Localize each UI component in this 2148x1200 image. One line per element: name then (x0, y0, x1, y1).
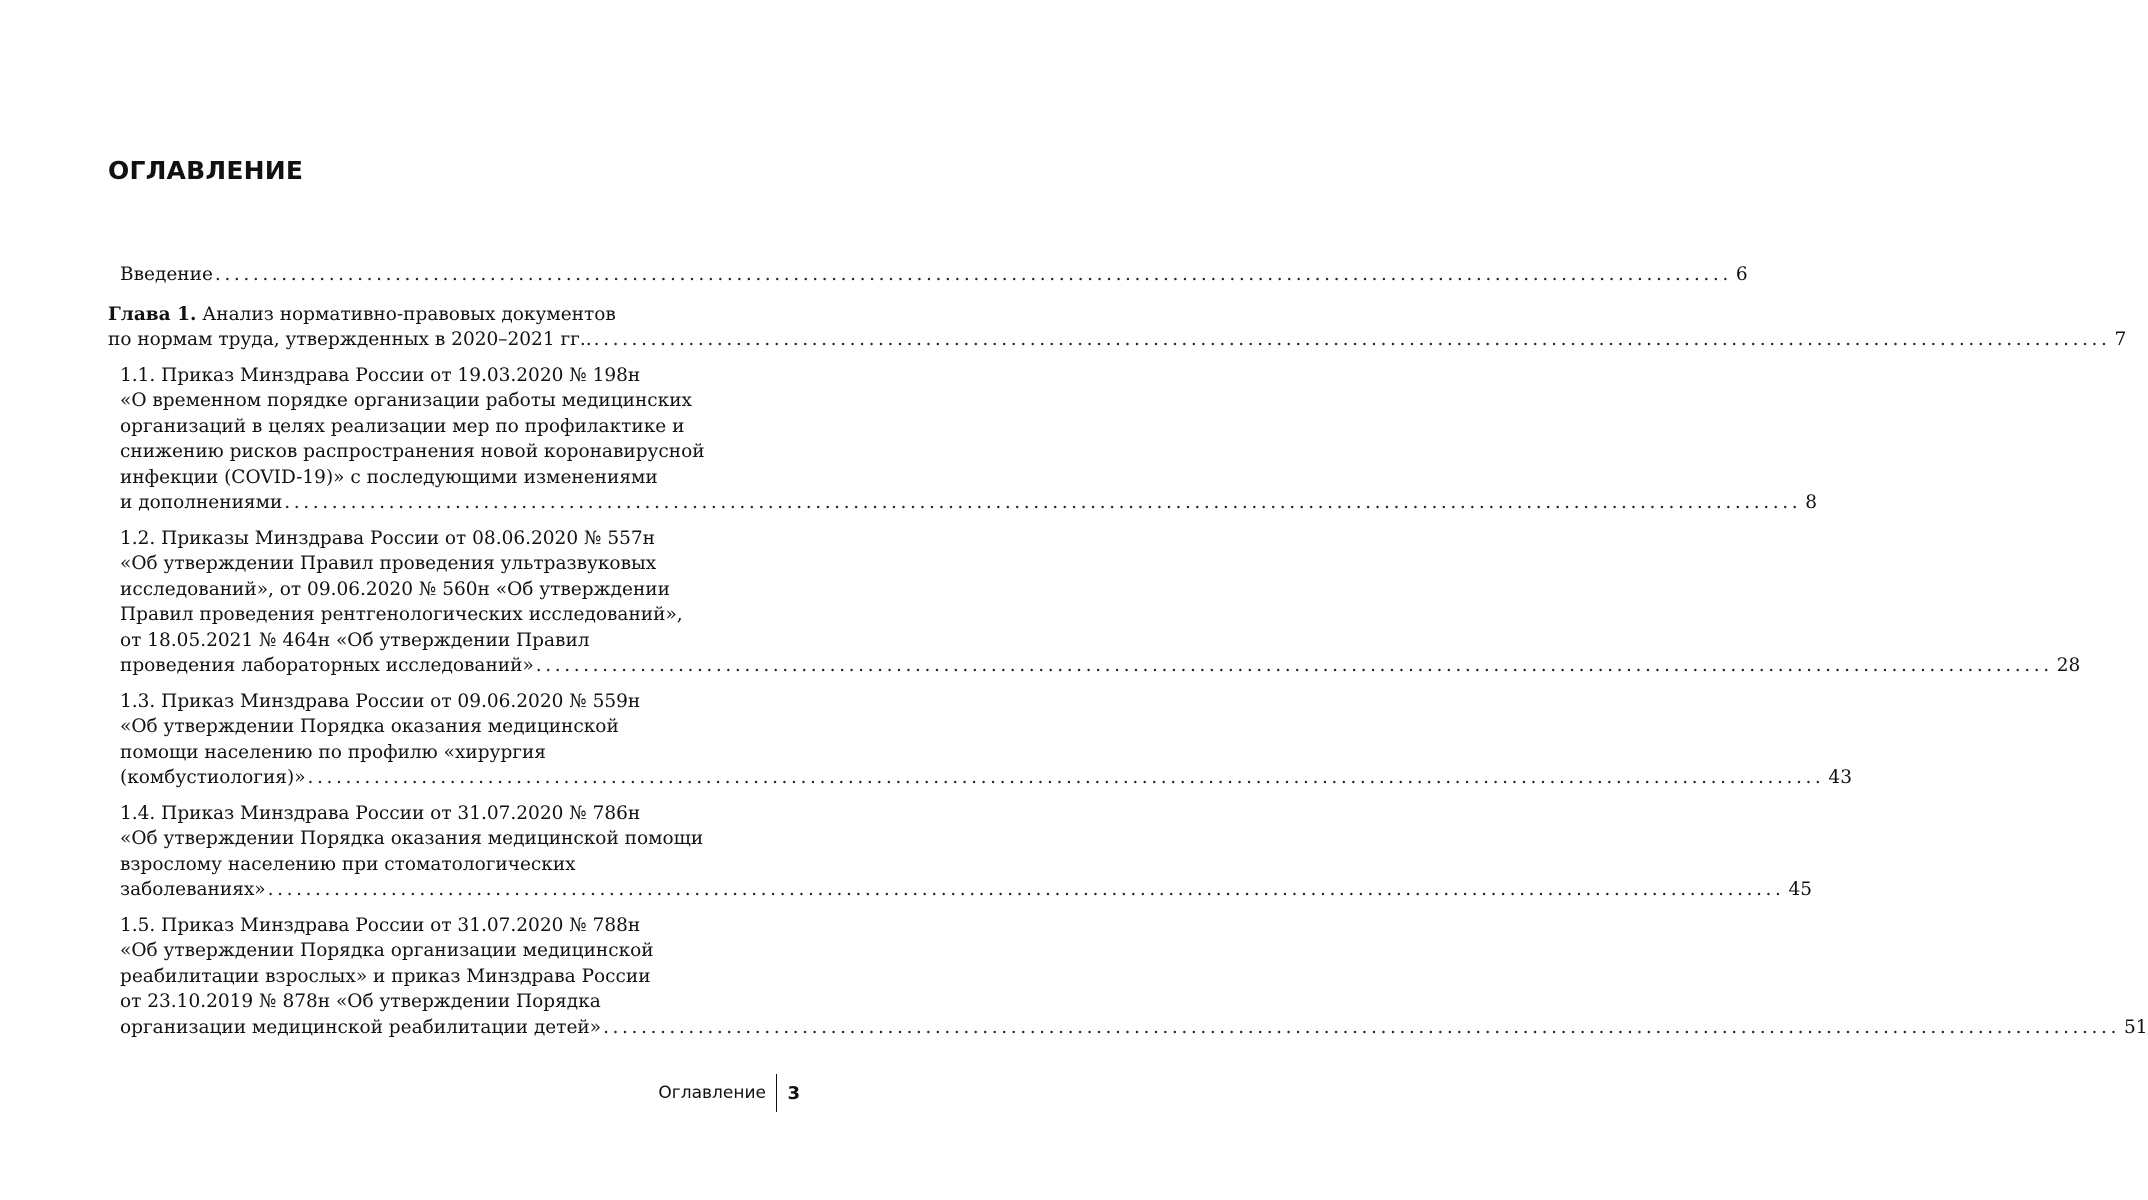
toc-entry-line: от 23.10.2019 № 878н «Об утверждении Порядка (120, 991, 601, 1012)
page-number: 43 (1828, 767, 1852, 788)
dot-leader: ................................................................................................................................................................ (267, 879, 1785, 900)
toc-entry-line: «Об утверждении Порядка оказания медицинской (120, 716, 619, 737)
toc-entry-line: 1.5. Приказ Минздрава России от 31.07.2020 № 788н (120, 914, 641, 936)
toc-entry-section-1-5[interactable] (108, 913, 2148, 1041)
page-footer (658, 1074, 800, 1112)
dot-leader: ................................................................................................................................................................ (603, 1016, 2120, 1038)
toc-entry-last-line (120, 490, 1817, 516)
page-number: 6 (1735, 264, 1748, 285)
toc-entry-line: снижению рисков распространения новой коронавирусной (120, 441, 705, 462)
toc-entry-text: и дополнениями (120, 492, 283, 513)
toc-entry-last-line (120, 653, 2081, 679)
dot-leader: ................................................................................................................................................................ (214, 264, 1732, 285)
toc-entry-line: «Об утверждении Порядка оказания медицинской помощи (120, 828, 704, 849)
toc-entry-line: от 18.05.2021 № 464н «Об утверждении Правил (120, 629, 590, 651)
toc-entry-line: «Об утверждении Правил проведения ультразвуковых (120, 553, 657, 574)
toc-entry-last-line (120, 765, 1852, 791)
toc-entry-section-1-1[interactable] (108, 363, 1817, 516)
toc-entry-last-line (120, 1015, 2148, 1041)
page-number: 7 (2114, 329, 2127, 350)
page-number: 28 (2056, 655, 2081, 676)
toc-entry-line: организаций в целях реализации мер по профилактике и (120, 415, 685, 437)
toc-entry-text: организации медицинской реабилитации детей» (120, 1016, 602, 1038)
toc-entry-line: 1.1. Приказ Минздрава России от 19.03.2020 № 198н (120, 364, 641, 386)
toc-entry-chapter-1[interactable] (108, 302, 2127, 353)
toc-entry-text: по нормам труда, утвержденных в 2020–2021 гг.. (108, 329, 592, 350)
running-header-label: Оглавление (658, 1083, 766, 1103)
toc-entry-line: взрослому населению при стоматологических (120, 853, 576, 875)
toc-entry-line (108, 302, 780, 328)
toc-entry-line: инфекции (COVID-19)» с последующими изменениями (120, 466, 658, 488)
toc-title: ОГЛАВЛЕНИЕ (108, 156, 304, 185)
toc-entry-line: 1.4. Приказ Минздрава России от 31.07.2020 № 786н (120, 802, 641, 824)
toc-entry-line: 1.2. Приказы Минздрава России от 08.06.2020 № 557н (120, 527, 655, 549)
toc-entry-section-1-4[interactable] (108, 801, 1813, 903)
toc-entry-intro[interactable] (108, 262, 1748, 288)
toc-entry-last-line (120, 877, 1813, 903)
toc-entry-last-line (120, 262, 1748, 288)
toc-entry-line: исследований», от 09.06.2020 № 560н «Об утверждении (120, 578, 670, 600)
toc-entry-section-1-3[interactable] (108, 689, 1852, 791)
page-number: 45 (1788, 879, 1813, 900)
dot-leader: ................................................................................................................................................................ (593, 329, 2111, 350)
page-number: 51 (2123, 1016, 2148, 1038)
toc-entry-line: реабилитации взрослых» и приказ Минздрава России (120, 965, 651, 987)
folio-page-number: 3 (787, 1082, 800, 1104)
toc-entry-section-1-2[interactable] (108, 526, 2081, 679)
toc-entry-line: «О временном порядке организации работы медицинских (120, 390, 692, 411)
dot-leader: ................................................................................................................................................................ (535, 655, 2053, 676)
page-number: 8 (1805, 492, 1817, 513)
toc-entry-line: Правил проведения рентгенологических исследований», (120, 604, 683, 625)
toc-entry-line: 1.3. Приказ Минздрава России от 09.06.2020 № 559н (120, 690, 641, 712)
toc-entry-line: помощи населению по профилю «хирургия (120, 741, 546, 763)
table-of-contents (108, 262, 2148, 1050)
chapter-title: Анализ нормативно-правовых документов (196, 303, 616, 325)
toc-entry-text: заболеваниях» (120, 879, 266, 900)
toc-entry-line: «Об утверждении Порядка организации медицинской (120, 940, 654, 961)
dot-leader: ................................................................................................................................................................ (284, 492, 1802, 513)
dot-leader: ................................................................................................................................................................ (307, 767, 1825, 788)
toc-entry-last-line (108, 327, 2127, 353)
toc-entry-text: проведения лабораторных исследований» (120, 655, 534, 676)
toc-entry-text: (комбустиология)» (120, 767, 306, 788)
chapter-label: Глава 1. (108, 303, 197, 325)
toc-entry-text: Введение (120, 264, 213, 285)
